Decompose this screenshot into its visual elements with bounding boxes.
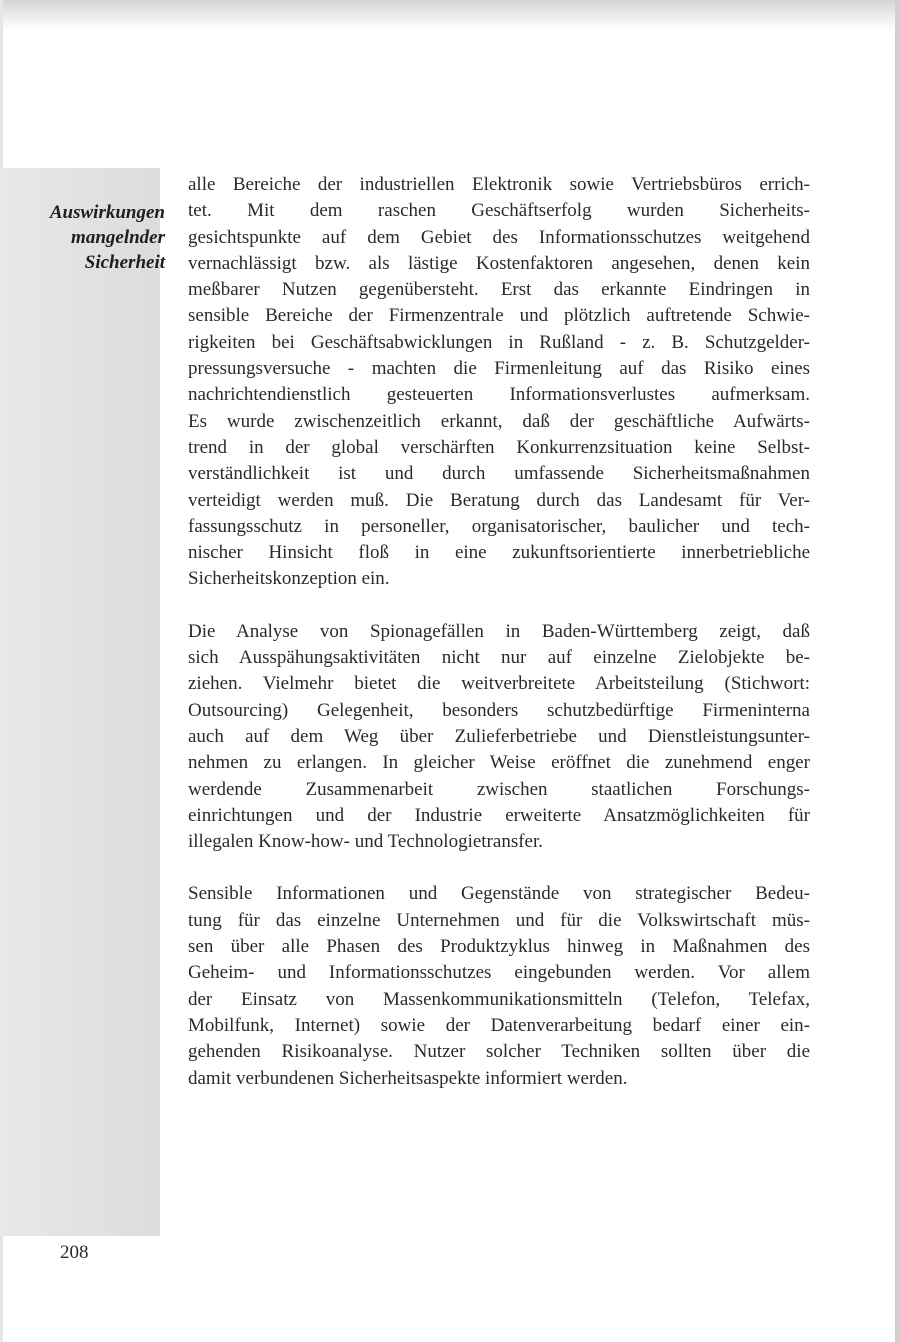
text-line: verständlichkeit ist und durch umfassende Sicherheitsmaßnahmen [188, 463, 810, 485]
text-line: alle Bereiche der industriellen Elektronik sowie Vertriebsbüros errich- [188, 174, 810, 195]
text-line: verteidigt werden muß. Die Beratung durch das Landesamt für Ver- [188, 489, 810, 511]
text-line: der Einsatz von Massenkommunikationsmitteln (Telefon, Telefax, [188, 988, 810, 1010]
page-number: 208 [60, 1242, 89, 1263]
text-line: nischer Hinsicht floß in eine zukunftsorientierte innerbetriebliche [188, 542, 810, 564]
text-line: Die Analyse von Spionagefällen in Baden-Württemberg zeigt, daß [188, 620, 810, 642]
text-line: tet. Mit dem raschen Geschäftserfolg wurden Sicherheits- [188, 200, 810, 222]
body-text [188, 172, 810, 1092]
text-line: gesichtspunkte auf dem Gebiet des Informationsschutzes weitgehend [188, 226, 810, 248]
text-line: nachrichtendienstlich gesteuerten Informationsverlustes aufmerksam. [188, 384, 810, 406]
text-line: auch auf dem Weg über Zulieferbetriebe und Dienstleistungsunter- [188, 725, 810, 747]
sidebar-heading-line: mangelnder [71, 227, 165, 248]
paragraph-2 [188, 619, 810, 856]
text-line: Outsourcing) Gelegenheit, besonders schutzbedürftige Firmeninterna [188, 699, 810, 721]
text-line: meßbarer Nutzen gegenübersteht. Erst das erkannte Eindringen in [188, 279, 810, 301]
text-line: einrichtungen und der Industrie erweiterte Ansatzmöglichkeiten für [188, 804, 810, 826]
text-line: Es wurde zwischenzeitlich erkannt, daß der geschäftliche Aufwärts- [188, 410, 810, 432]
text-line: tung für das einzelne Unternehmen und für die Volkswirtschaft müs- [188, 909, 810, 931]
text-line: sen über alle Phasen des Produktzyklus hinweg in Maßnahmen des [188, 936, 810, 958]
text-line: fassungsschutz in personeller, organisatorischer, baulicher und tech- [188, 515, 810, 537]
text-line: nehmen zu erlangen. In gleicher Weise eröffnet die zunehmend enger [188, 752, 810, 774]
text-line: gehenden Risikoanalyse. Nutzer solcher Techniken sollten über die [188, 1041, 810, 1063]
paragraph-3 [188, 881, 810, 1091]
paragraph-1 [188, 172, 810, 593]
text-line: pressungsversuche - machten die Firmenleitung auf das Risiko eines [188, 358, 810, 380]
text-line: Sicherheitskonzeption ein. [188, 568, 390, 590]
text-line: damit verbundenen Sicherheitsaspekte informiert werden. [188, 1067, 628, 1089]
text-line: ziehen. Vielmehr bietet die weitverbreitete Arbeitsteilung (Stichwort: [188, 673, 810, 695]
page-right-edge [895, 0, 900, 1342]
text-line: Sensible Informationen und Gegenstände von strategischer Bedeu- [188, 883, 810, 905]
text-line: vernachlässigt bzw. als lästige Kostenfaktoren angesehen, denen kein [188, 252, 810, 274]
sidebar-heading [20, 200, 165, 275]
sidebar-heading-line: Sicherheit [84, 252, 165, 273]
text-line: Geheim- und Informationsschutzes eingebunden werden. Vor allem [188, 962, 810, 984]
margin-band [0, 168, 160, 1236]
page-top-shadow [0, 0, 900, 30]
sidebar-heading-line: Auswirkungen [49, 202, 165, 223]
text-line: illegalen Know-how- und Technologietransfer. [188, 831, 543, 853]
text-line: trend in der global verschärften Konkurrenzsituation keine Selbst- [188, 436, 810, 458]
text-line: sich Ausspähungsaktivitäten nicht nur auf einzelne Zielobjekte be- [188, 647, 810, 669]
text-line: sensible Bereiche der Firmenzentrale und plötzlich auftretende Schwie- [188, 305, 810, 327]
text-line: werdende Zusammenarbeit zwischen staatlichen Forschungs- [188, 778, 810, 800]
text-line: rigkeiten bei Geschäftsabwicklungen in Rußland - z. B. Schutzgelder- [188, 331, 810, 353]
text-line: Mobilfunk, Internet) sowie der Datenverarbeitung bedarf einer ein- [188, 1014, 810, 1036]
